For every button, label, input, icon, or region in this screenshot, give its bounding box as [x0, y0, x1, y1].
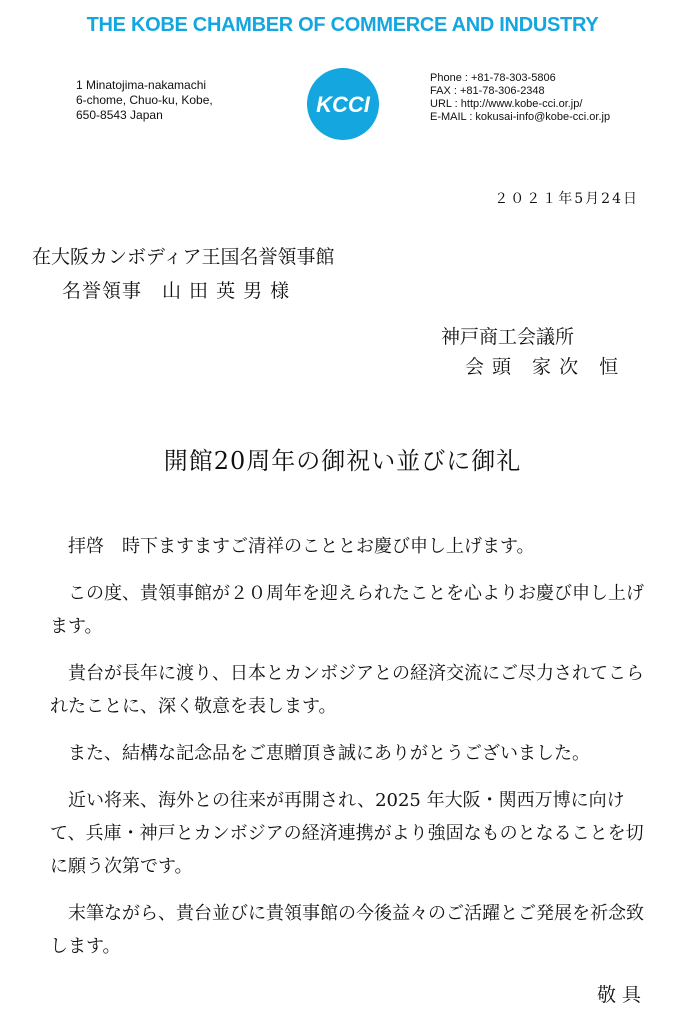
body-paragraph: 末筆ながら、貴台並びに貴領事館の今後益々のご活躍とご発展を祈念致します。 [50, 903, 644, 957]
recipient-name: 名誉領事 山 田 英 男 様 [62, 280, 291, 302]
body-paragraph: 拝啓 時下ますますご清祥のこととお慶び申し上げます。 [68, 536, 535, 557]
email-line: E-MAIL : kokusai-info@kobe-cci.or.jp [430, 111, 611, 123]
contact-block [430, 72, 610, 124]
fax-line: FAX : +81-78-306-2348 [430, 85, 545, 97]
logo-text: KCCI [316, 92, 370, 117]
address-line: 6-chome, Chuo-ku, Kobe, [76, 93, 213, 107]
address-block [76, 78, 213, 123]
letter-subject: 開館20周年の御祝い並びに御礼 [163, 447, 522, 475]
phone-line: Phone : +81-78-303-5806 [430, 72, 556, 84]
sender-organization: 神戸商工会議所 [441, 326, 575, 348]
sender-name: 会 頭 家 次 恒 [465, 356, 620, 378]
body-paragraph: 近い将来、海外との往来が再開され、2025 年大阪・関西万博に向けて、兵庫・神戸とカンボジアの経済連携がより強固なものとなることを切に願う次第です。 [50, 790, 644, 877]
letter-date: ２０２１年5月24日 [494, 191, 639, 207]
kcci-logo [305, 66, 381, 142]
letter-body [50, 530, 650, 977]
recipient-block [32, 240, 334, 308]
address-line: 650-8543 Japan [76, 108, 163, 122]
sender-block [441, 322, 619, 382]
address-line: 1 Minatojima-nakamachi [76, 78, 207, 92]
recipient-organization: 在大阪カンボディア王国名誉領事館 [32, 246, 335, 268]
body-paragraph: また、結構な記念品をご恵贈頂き誠にありがとうございました。 [68, 743, 590, 764]
url-line: URL : http://www.kobe-cci.or.jp/ [430, 98, 583, 110]
organization-name: THE KOBE CHAMBER OF COMMERCE AND INDUSTRY [86, 14, 599, 36]
body-paragraph: 貴台が長年に渡り、日本とカンボジアとの経済交流にご尽力されてこられたことに、深く敬意を表します。 [50, 663, 644, 717]
closing-phrase: 敬具 [596, 984, 647, 1006]
body-paragraph: この度、貴領事館が２０周年を迎えられたことを心よりお慶び申し上げます。 [50, 583, 644, 637]
